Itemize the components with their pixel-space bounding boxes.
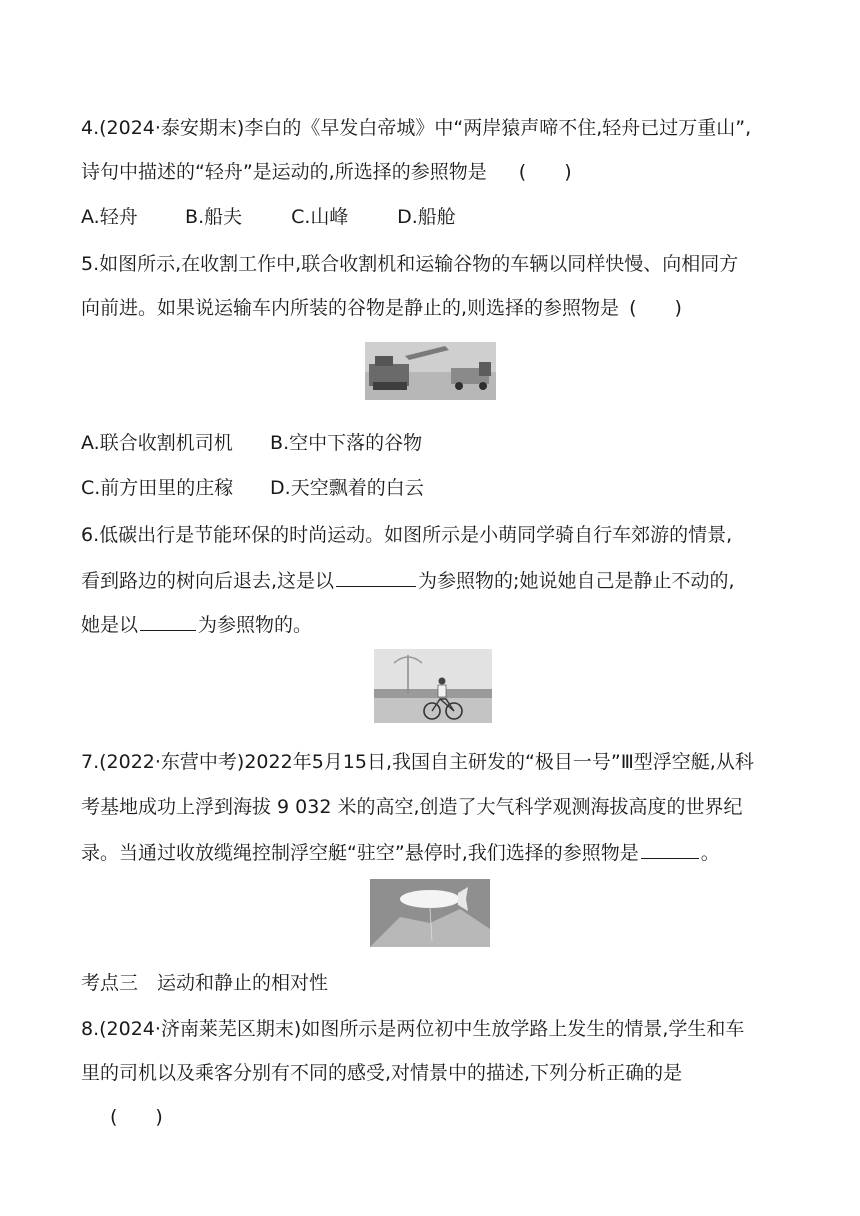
airship-photo	[370, 879, 490, 947]
q7-answer-blank	[641, 838, 699, 859]
q8-answer-paren: ( )	[110, 1106, 163, 1128]
q5-line-2	[81, 294, 682, 322]
q4-option-d: D.船舱	[397, 206, 456, 228]
q6-line-3	[81, 610, 312, 639]
q4-line-2	[81, 158, 572, 186]
q5-line-1: 5.如图所示,在收割工作中,联合收割机和运输谷物的车辆以同样快慢、向相同方	[81, 253, 739, 275]
q6-line-2	[81, 566, 735, 595]
q7-line-3a: 录。当通过收放缆绳控制浮空艇“驻空”悬停时,我们选择的参照物是	[81, 842, 639, 864]
q4-option-c: C.山峰	[291, 206, 349, 228]
q4-options	[81, 203, 456, 231]
q6-line-3b: 为参照物的。	[198, 614, 313, 636]
q4-answer-paren: ( )	[518, 161, 572, 183]
q5-answer-paren: ( )	[629, 297, 682, 319]
harvester-truck-photo	[365, 342, 496, 400]
q5-line-2-text: 向前进。如果说运输车内所装的谷物是静止的,则选择的参照物是	[81, 297, 620, 319]
q6-line-3a: 她是以	[81, 614, 139, 636]
q5-option-d: D.天空飘着的白云	[270, 477, 424, 499]
q4-line-1: 4.(2024·泰安期末)李白的《早发白帝城》中“两岸猿声啼不住,轻舟已过万重山”,	[81, 117, 752, 139]
q7-line-3	[81, 838, 720, 867]
q6-line-1: 6.低碳出行是节能环保的时尚运动。如图所示是小萌同学骑自行车郊游的情景,	[81, 524, 733, 546]
section-title: 考点三 运动和静止的相对性	[81, 972, 329, 994]
q8-line-2: 里的司机以及乘客分别有不同的感受,对情景中的描述,下列分析正确的是	[81, 1062, 683, 1084]
q7-line-3b: 。	[700, 842, 720, 864]
q6-answer-blank-1	[336, 566, 416, 587]
q7-line-2: 考基地成功上浮到海拔 9 032 米的高空,创造了大气科学观测海拔高度的世界纪	[81, 796, 743, 818]
q5-option-b: B.空中下落的谷物	[270, 432, 423, 454]
cyclist-photo	[374, 649, 492, 723]
q4-option-b: B.船夫	[185, 206, 243, 228]
q5-option-a: A.联合收割机司机	[81, 432, 233, 454]
q7-line-1: 7.(2022·东营中考)2022年5月15日,我国自主研发的“极目一号”Ⅲ型浮空艇,从科	[81, 751, 754, 773]
q4-option-a: A.轻舟	[81, 206, 138, 228]
q6-line-2b: 为参照物的;她说她自己是静止不动的,	[418, 570, 735, 592]
q8-line-1: 8.(2024·济南莱芜区期末)如图所示是两位初中生放学路上发生的情景,学生和车	[81, 1018, 745, 1040]
q5-option-c: C.前方田里的庄稼	[81, 477, 234, 499]
q6-answer-blank-2	[140, 610, 196, 631]
q6-line-2a: 看到路边的树向后退去,这是以	[81, 570, 335, 592]
q5-options-row-2	[81, 474, 424, 502]
q4-line-2-text: 诗句中描述的“轻舟”是运动的,所选择的参照物是	[81, 161, 487, 183]
q5-options-row-1	[81, 429, 422, 457]
